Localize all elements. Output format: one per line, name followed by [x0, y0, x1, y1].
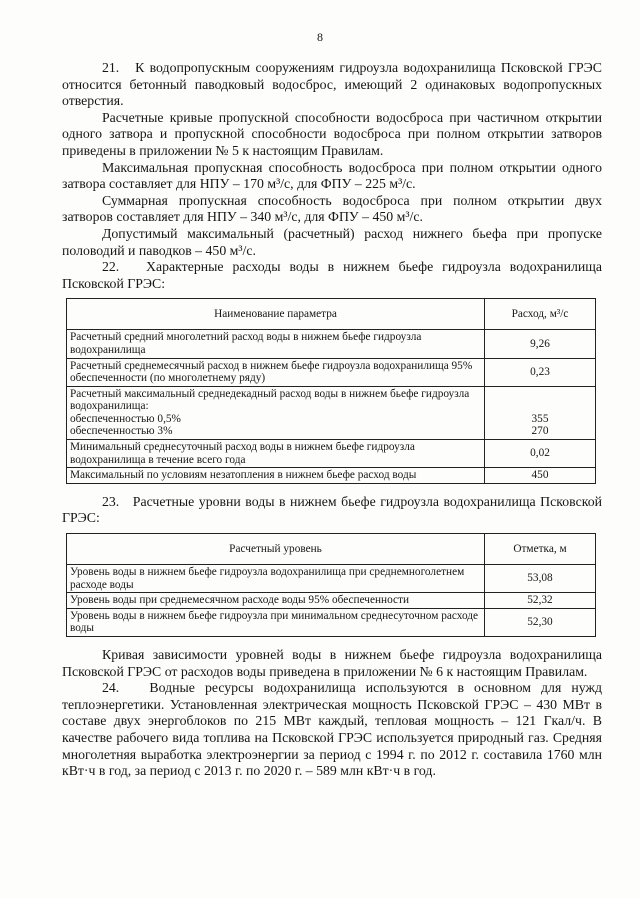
table-cell-param: Минимальный среднесуточный расход воды в нижнем бьефе гидроузла водохранилища в течение всего года	[67, 440, 485, 468]
table-header-mark: Отметка, м	[485, 534, 596, 565]
table-row	[67, 358, 596, 386]
paragraph-23-curve: Кривая зависимости уровней воды в нижнем бьефе гидроузла водохранилища Псковской ГРЭС от расходов воды приведена в приложении № 6 к настоящим Правилам.	[62, 647, 602, 679]
table-cell-value	[485, 386, 596, 439]
table-cell-param-line: Расчетный максимальный среднедекадный расход воды в нижнем бьефе гидроузла водохранилища:	[70, 387, 470, 413]
table-cell-param: Максимальный по условиям незатопления в нижнем бьефе расход воды	[67, 468, 485, 484]
table-cell-param-line: обеспеченностью 0,5%	[70, 412, 181, 425]
table-row	[67, 330, 596, 358]
paragraph-21: 21. К водопропускным сооружениям гидроузла водохранилища Псковской ГРЭС относится бетонный паводковый водосброс, имеющий 2 одинаковых водопропускных отверстия.	[62, 60, 602, 109]
document-body	[62, 60, 602, 780]
table-row	[67, 565, 596, 593]
table-row	[67, 608, 596, 636]
table-cell-value-line: 355	[531, 412, 549, 425]
table-cell-value-line: 270	[531, 425, 549, 438]
page-number: 8	[317, 30, 323, 44]
table-cell-param: Расчетный средний многолетний расход воды в нижнем бьефе гидроузла водохранилища	[67, 330, 485, 358]
table-cell-level: Уровень воды в нижнем бьефе гидроузла водохранилища при среднемноголетнем расходе воды	[67, 565, 485, 593]
table-header-value: Расход, м³/с	[485, 299, 596, 330]
table-cell-value: 0,02	[485, 440, 596, 468]
table-header-param: Наименование параметра	[67, 299, 485, 330]
table-cell-level: Уровень воды при среднемесячном расходе воды 95% обеспеченности	[67, 593, 485, 609]
paragraph-21-total-capacity: Суммарная пропускная способность водосброса при полном открытии двух затворов составляет для НПУ – 340 м³/с, для ФПУ – 450 м³/с.	[62, 192, 602, 225]
levels-table	[66, 533, 596, 637]
paragraph-21-max-capacity: Максимальная пропускная способность водосброса при полном открытии одного затвора составляет для НПУ – 170 м³/с, для ФПУ – 225 м³/с.	[62, 159, 602, 192]
table-cell-value: 0,23	[485, 358, 596, 386]
table-cell-mark: 53,08	[485, 565, 596, 593]
table-cell-param	[67, 386, 485, 439]
table-row	[67, 468, 596, 484]
table-cell-mark: 52,32	[485, 593, 596, 609]
paragraph-22: 22. Характерные расходы воды в нижнем бьефе гидроузла водохранилища Псковской ГРЭС:	[62, 259, 602, 291]
table-header-row	[67, 534, 596, 565]
paragraph-21-curves: Расчетные кривые пропускной способности водосброса при частичном открытии одного затвора и пропускной способности водосброса при полном открытии затворов приведены в приложении № 5 к настоящим Правилам.	[62, 109, 602, 158]
table-cell-mark: 52,30	[485, 608, 596, 636]
table-row	[67, 593, 596, 609]
table-cell-level: Уровень воды в нижнем бьефе гидроузла при минимальном среднесуточном расходе воды	[67, 608, 485, 636]
table-cell-param-line: обеспеченностью 3%	[70, 425, 173, 438]
table-header-level: Расчетный уровень	[67, 534, 485, 565]
paragraph-23: 23. Расчетные уровни воды в нижнем бьефе гидроузла водохранилища Псковской ГРЭС:	[62, 493, 602, 526]
table-row	[67, 440, 596, 468]
flow-table	[66, 298, 596, 484]
table-cell-param: Расчетный среднемесячный расход в нижнем бьефе гидроузла водохранилища 95% обеспеченности (по многолетнему ряду)	[67, 358, 485, 386]
table-header-row	[67, 299, 596, 330]
table-row	[67, 386, 596, 439]
table-cell-value: 450	[485, 468, 596, 484]
paragraph-24: 24. Водные ресурсы водохранилища используются в основном для нужд теплоэнергетики. Установленная электрическая мощность Псковской ГРЭС – 430 МВт в составе двух энергоблоков по 215 МВт каждый, тепловая мощность – 121 Гкал/ч. В качестве рабочего вида топлива на Псковской ГРЭС используется природный газ. Средняя многолетняя выработка электроэнергии за период с 1994 г. по 2012 г. составила 1760 млн кВт·ч в год, за период с 2013 г. по 2020 г. – 589 млн кВт·ч в год.	[62, 680, 602, 779]
table-cell-value: 9,26	[485, 330, 596, 358]
paragraph-21-allowed-flow: Допустимый максимальный (расчетный) расход нижнего бьефа при пропуске половодий и паводков – 450 м³/с.	[62, 225, 602, 258]
